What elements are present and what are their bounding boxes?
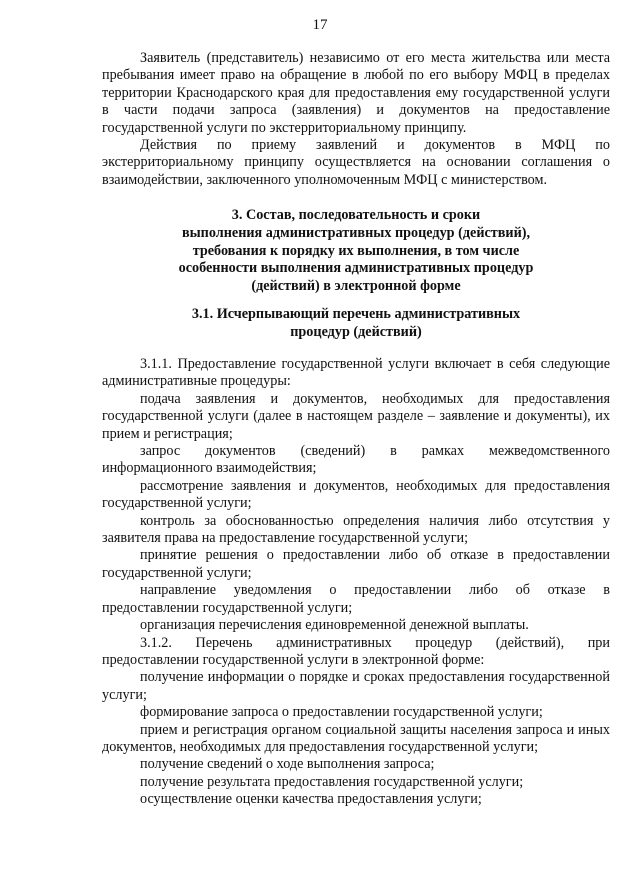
heading-line: особенности выполнения административных процедур — [178, 260, 534, 277]
list-item: 3.1.2. Перечень административных процедур (действий), при предоставлении государственной услуги в электронной форме: — [102, 634, 610, 668]
heading-line: требования к порядку их выполнения, в том числе — [192, 242, 520, 259]
intro-paragraphs — [102, 50, 610, 189]
heading-line: (действий) в электронной форме — [251, 278, 461, 295]
paragraph: Заявитель (представитель) независимо от его места жительства или места пребывания имеет право на обращение в любой по его выбору МФЦ в пределах территории Краснодарского края для предоставления ему государственной услуги в части подачи запроса (заявления) и документов на предоставление государственной услуги по экстерриториальному принципу. — [102, 50, 610, 136]
paragraph: Действия по приему заявлений и документов в МФЦ по экстерриториальному принципу осуществляется на основании соглашения о взаимодействии, заключенного уполномоченным МФЦ с министерством. — [102, 137, 610, 188]
list-item: направление уведомления о предоставлении либо об отказе в предоставлении государственной услуги; — [102, 582, 610, 616]
section-3-1-heading — [102, 306, 610, 342]
heading-line: 3. Состав, последовательность и сроки — [231, 207, 481, 223]
list-item: осуществление оценки качества предоставления услуги; — [140, 791, 482, 808]
page-number: 17 — [312, 17, 328, 33]
list-item: контроль за обоснованностью определения наличия либо отсутствия у заявителя права на предоставление государственной услуги; — [102, 512, 610, 547]
list-item: получение сведений о ходе выполнения запроса; — [140, 756, 435, 773]
section-3-heading — [102, 207, 610, 296]
list-item: подача заявления и документов, необходимых для предоставления государственной услуги (далее в настоящем разделе – заявление и документы), их прием и регистрация; — [102, 390, 610, 442]
list-item: получение информации о порядке и сроках предоставления государственной услуги; — [102, 669, 610, 703]
list-item: получение результата предоставления государственной услуги; — [140, 773, 524, 790]
heading-line: процедур (действий) — [290, 323, 422, 340]
list-item: запрос документов (сведений) в рамках межведомственного информационного взаимодействия; — [102, 443, 610, 477]
list-item: 3.1.1. Предоставление государственной услуги включает в себя следующие административные процедуры: — [102, 356, 610, 390]
list-item: прием и регистрация органом социальной защиты населения запроса и иных документов, необходимых для предоставления государственной услуги; — [102, 721, 610, 755]
list-item: принятие решения о предоставлении либо об отказе в предоставлении государственной услуги; — [102, 547, 610, 581]
list-item: формирование запроса о предоставлении государственной услуги; — [140, 704, 543, 721]
heading-line: 3.1. Исчерпывающий перечень административных — [191, 306, 521, 322]
list-item: рассмотрение заявления и документов, необходимых для предоставления государственной услуги; — [102, 477, 610, 512]
list-item: организация перечисления единовременной денежной выплаты. — [140, 617, 529, 634]
heading-line: выполнения административных процедур (действий), — [181, 224, 531, 241]
procedures-list — [102, 356, 610, 809]
